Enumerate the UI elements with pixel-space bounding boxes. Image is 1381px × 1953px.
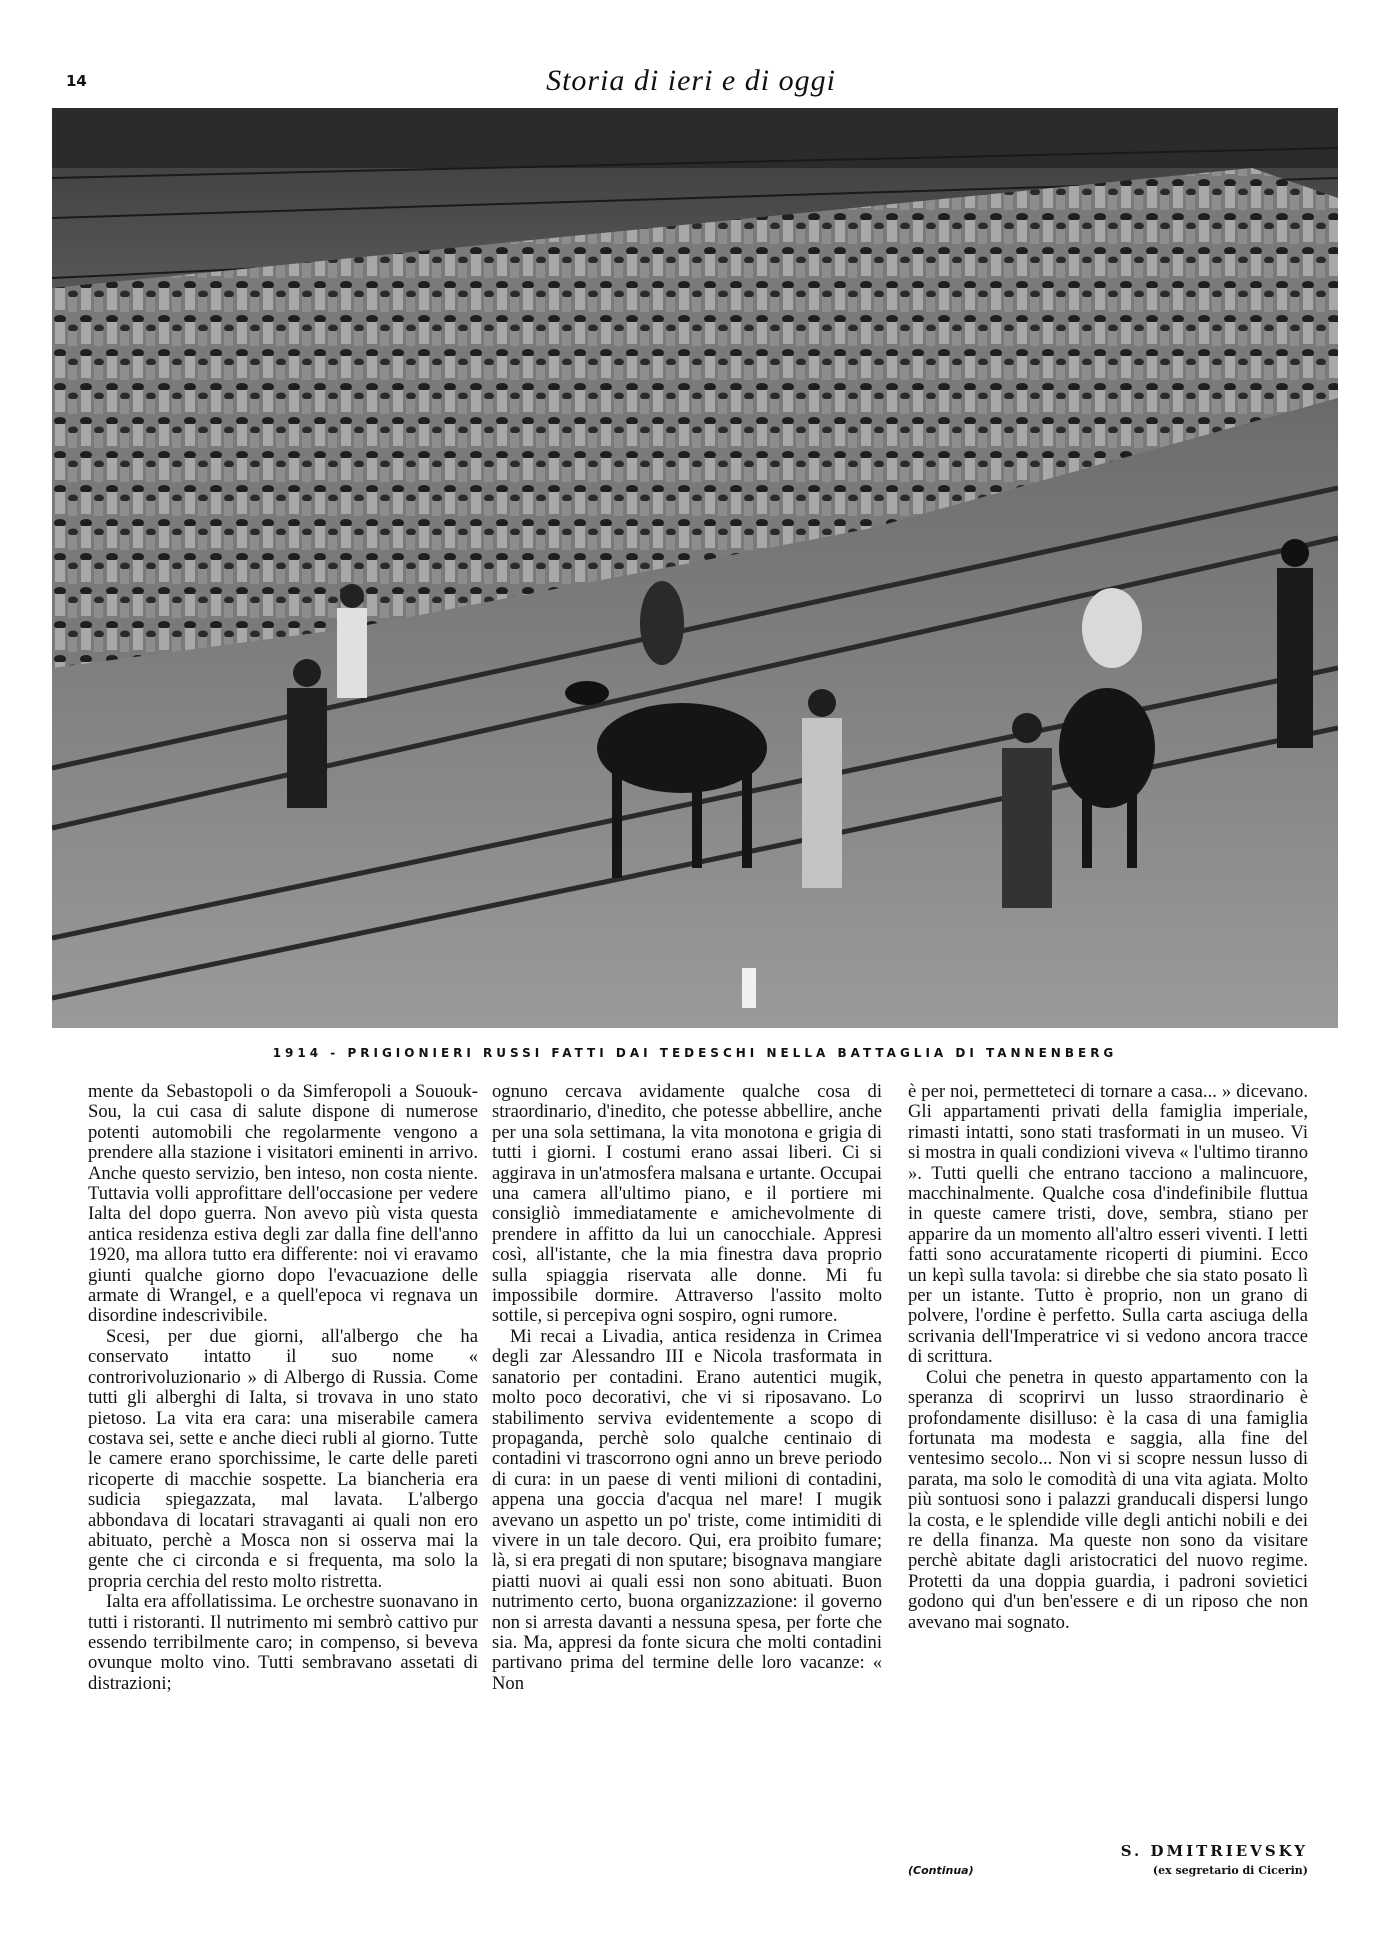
paragraph: Ialta era affollatissima. Le orchestre suonavano in tutti i ristoranti. Il nutrimento mi sembrò cattivo pur essendo terribilmente caro; in compenso, si beveva ovunque molto vino. Tutti sembravano assetati di distrazioni; xyxy=(88,1591,478,1694)
photo-illustration xyxy=(52,108,1338,1028)
paragraph: Scesi, per due giorni, all'albergo che ha conservato intatto il suo nome « controrivoluzionario » di Albergo di Russia. Come tutti gli alberghi di Ialta, si trovava in uno stato pietoso. La vita era cara: una miserabile camera costava sei, sette e anche dieci rubli al giorno. Tutte le camere erano sporchissime, le carte delle pareti ricoperte di macchie sospette. La biancheria era sudicia spiegazzata, mal lavata. L'albergo abbondava di locatari stravaganti ai quali non ero abituato, perchè a Mosca non si osserva mai la gente che ci circonda e si frequenta, ma solo la propria cerchia del resto molto ristretta. xyxy=(88,1325,478,1592)
paragraph: Colui che penetra in questo appartamento con la speranza di scoprirvi un lusso straordinario è profondamente disilluso: è la casa di una famiglia fortunata ma modesta e saggia, alla fine del ventesimo secolo... Non vi si scopre nessun lusso di parata, ma solo le comodità di una vita agiata. Molto più sontuosi sono i palazzi granducali dispersi lungo la costa, e le splendide ville degli antichi nobili e dei re della finanza. Ma queste non sono da visitare perchè abitate dagli aristocratici del nuovo regime. Protetti da una doppia guardia, i padroni sovietici godono qui d'un ben'essere e di un riposo che non avevano mai sognato. xyxy=(908,1366,1308,1633)
paragraph: ognuno cercava avidamente qualche cosa di straordinario, d'inedito, che potesse abbellire, anche per una sola settimana, la vita monotona e grigia di tutti i giorni. I costumi erano assai liberi. Ci si aggirava in un'atmosfera malsana e urtante. Occupai una camera all'ultimo piano, e il portiere mi consigliò immediatamente e amichevolmente di prendere in affitto da lui un canocchiale. Appresi così, all'istante, che la mia finestra dava proprio sulla spiaggia riservata alle donne. Mi fu impossibile dormire. Attraverso l'assito molto sottile, si percepiva ogni sospiro, ogni rumore. xyxy=(492,1081,882,1327)
page-header xyxy=(66,64,1316,104)
text-column-3 xyxy=(908,1082,1308,1633)
continua-note: (Continua) xyxy=(908,1864,974,1877)
paragraph: Mi recai a Livadia, antica residenza in Crimea degli zar Alessandro III e Nicola trasformata in sanatorio per contadini. Erano autentici mugik, molto poco decorativi, che vi si riposavano. Lo stabilimento serviva evidentemente a scopo di propaganda, perchè solo qualche centinaio di contadini vi trascorrono ogni anno un breve periodo di cura: in un paese di venti milioni di contadini, appena una goccia d'acqua nel mare! I mugik avevano un aspetto un po' triste, come intimiditi di vivere in un tale decoro. Qui, era proibito fumare; là, si era pregati di non sputare; bisognava mangiare piatti nuovi ai quali essi non sono abituati. Buon nutrimento certo, buona organizzazione: il governo non si arresta davanti a nessuna spesa, per forte che sia. Ma, appresi da fonte sicura che molti contadini partivano prima del termine delle loro vacanze: « Non xyxy=(492,1325,882,1694)
track-marker-post xyxy=(742,968,756,1008)
photo-caption: 1914 - PRIGIONIERI RUSSI FATTI DAI TEDESCHI NELLA BATTAGLIA DI TANNENBERG xyxy=(272,1046,1118,1060)
magazine-title: Storia di ieri e di oggi xyxy=(546,64,836,97)
paragraph: è per noi, permetteteci di tornare a casa... » dicevano. Gli appartamenti privati della famiglia imperiale, rimasti intatti, sono stati trasformati in un museo. Vi si mostra in quali condizioni viveva « l'ultimo tiranno ». Tutti quelli che entrano tacciono a malincuore, macchinalmente. Qualche cosa d'indefinibile fluttua in queste camere tristi, dove, sembra, stiano per apparire da un momento all'altro esseri viventi. I letti fatti sono accuratamente ricoperti di piumini. Ecco un kepì sulla tavola: si direbbe che sia stato posato lì per un istante. Tutto è proprio, non un grano di polvere, l'ordine è perfetto. Sulla carta asciuga della scrivania dell'Imperatrice vi si vedono ancora tracce di scrittura. xyxy=(908,1081,1308,1368)
text-column-2 xyxy=(492,1082,882,1694)
author-name: S. DMITRIEVSKY xyxy=(1120,1842,1308,1860)
train-cars xyxy=(52,108,1338,168)
author-role: (ex segretario di Cicerin) xyxy=(1152,1864,1308,1877)
text-column-1 xyxy=(88,1082,478,1694)
paragraph: mente da Sebastopoli o da Simferopoli a Sououk-Sou, la cui casa di salute dispone di numerose potenti automobili che regolarmente vengono a prendere alla stazione i visitatori eminenti in arrivo. Anche questo servizio, ben inteso, non costa niente. Tuttavia volli approfittare dell'occasione per vedere Ialta del dopo guerra. Non avevo più vista questa antica residenza estiva degli zar dalla fine dell'anno 1920, ma allora tutto era differente: noi vi eravamo giunti qualche giorno dopo l'evacuazione delle armate di Wrangel, e a quell'epoca vi regnava un disordine indescrivibile. xyxy=(88,1081,478,1327)
prisoners-railway-photo xyxy=(52,108,1338,1028)
page-number: 14 xyxy=(66,72,87,90)
dog xyxy=(565,681,609,705)
signature-block xyxy=(908,1842,1308,1902)
